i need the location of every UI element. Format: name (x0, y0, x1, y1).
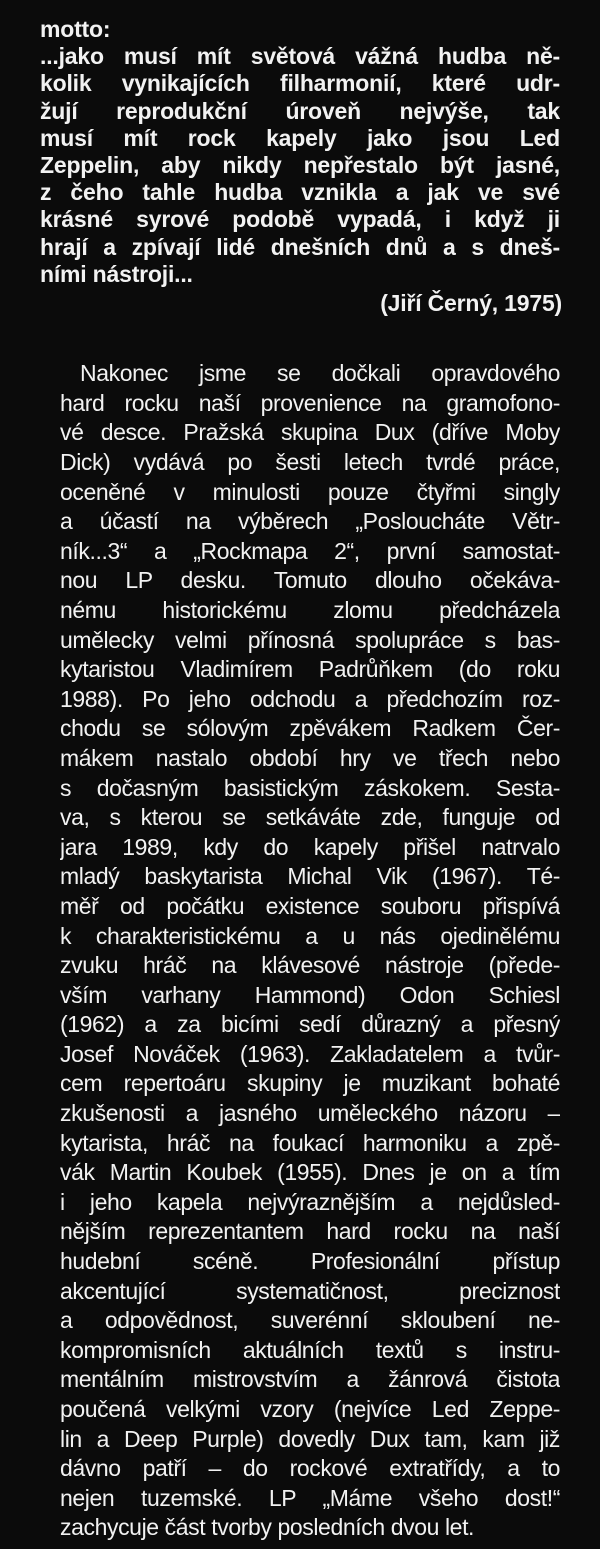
body-line: Josef Nováček (1963). Zakladatelem a tvůr- (60, 1040, 560, 1067)
body-line: mákem nastalo období hry ve třech nebo (60, 744, 560, 771)
body-line: (1962) a za bicími sedí důrazný a přesný (60, 1011, 560, 1038)
body-line: vé desce. Pražská skupina Dux (dříve Moby (60, 419, 560, 446)
body-line: oceněné v minulosti pouze čtyřmi singly (60, 478, 560, 505)
body-line: vák Martin Koubek (1955). Dnes je on a tím (60, 1159, 560, 1186)
body-line: jara 1989, kdy do kapely přišel natrvalo (60, 833, 560, 860)
body-line: i jeho kapela nejvýraznějším a nejdůsled- (60, 1188, 560, 1215)
body-line: chodu se sólovým zpěvákem Radkem Čer- (60, 715, 560, 742)
body-line: nému historickému zlomu předcházela (60, 596, 560, 623)
body-line: dávno patří – do rockové extratřídy, a to (60, 1455, 560, 1482)
motto-block (40, 16, 560, 317)
body-line: cem repertoáru skupiny je muzikant bohaté (60, 1070, 560, 1097)
body-line: poučená velkými vzory (nejvíce Led Zeppe- (60, 1396, 560, 1423)
body-line: k charakteristickému a u nás ojedinělému (60, 922, 560, 949)
motto-line: krásné syrové podobě vypadá, i když ji (40, 206, 560, 233)
motto-line: musí mít rock kapely jako jsou Led (40, 124, 560, 151)
body-line: a odpovědnost, suverénní skloubení ne- (60, 1307, 560, 1334)
body-line: zachycuje část tvorby posledních dvou let. (60, 1514, 475, 1541)
motto-line: hrají a zpívají lidé dnešních dnů a s dneš- (40, 233, 560, 260)
motto-label: motto: (40, 16, 111, 42)
body-line: zkušenosti a jasného uměleckého názoru – (60, 1100, 560, 1127)
body-line: vším varhany Hammond) Odon Schiesl (60, 981, 560, 1008)
body-line: akcentující systematičnost, preciznost (60, 1277, 560, 1304)
body-line: mentálním mistrovstvím a žánrová čistota (60, 1366, 560, 1393)
body-line: 1988). Po jeho odchodu a předchozím roz- (60, 685, 560, 712)
body-line: hudební scéně. Profesionální přístup (60, 1248, 560, 1275)
body-line: va, s kterou se setkáváte zde, funguje od (60, 804, 560, 831)
article-body (60, 359, 560, 1543)
body-line: nou LP desku. Tomuto dlouho očekáva- (60, 567, 560, 594)
body-line: kytarista, hráč na foukací harmoniku a zpě- (60, 1129, 560, 1156)
motto-line: ...jako musí mít světová vážná hudba ně- (40, 43, 560, 70)
motto-line: žují reprodukční úroveň nejvýše, tak (40, 97, 560, 124)
body-line: mladý baskytarista Michal Vik (1967). Té- (60, 863, 560, 890)
body-line: Nakonec jsme se dočkali opravdového (80, 360, 560, 387)
motto-line: ními nástroji... (40, 260, 193, 287)
motto-line: kolik vynikajících filharmonií, které udr- (40, 70, 560, 97)
body-line: lin a Deep Purple) dovedly Dux tam, kam již (60, 1425, 560, 1452)
body-line: s dočasným basistickým záskokem. Sesta- (60, 774, 560, 801)
body-line: umělecky velmi přínosná spolupráce s bas- (60, 626, 560, 653)
body-line: Dick) vydává po šesti letech tvrdé práce, (60, 449, 560, 476)
body-line: nějším reprezentantem hard rocku na naší (60, 1218, 560, 1245)
body-line: kytaristou Vladimírem Padrůňkem (do roku (60, 656, 560, 683)
motto-attribution: (Jiří Černý, 1975) (380, 290, 562, 317)
body-line: měř od počátku existence souboru přispívá (60, 892, 560, 919)
body-line: hard rocku naší provenience na gramofono- (60, 389, 560, 416)
body-line: nejen tuzemské. LP „Máme všeho dost!“ (60, 1484, 560, 1511)
body-line: ník...3“ a „Rockmapa 2“, první samostat- (60, 537, 560, 564)
body-line: zvuku hráč na klávesové nástroje (přede- (60, 952, 560, 979)
body-line: kompromisních aktuálních textů s instru- (60, 1336, 560, 1363)
motto-line: Zeppelin, aby nikdy nepřestalo být jasné, (40, 152, 560, 179)
body-line: a účastí na výběrech „Posloucháte Větr- (60, 508, 560, 535)
motto-line: z čeho tahle hudba vznikla a jak ve své (40, 179, 560, 206)
